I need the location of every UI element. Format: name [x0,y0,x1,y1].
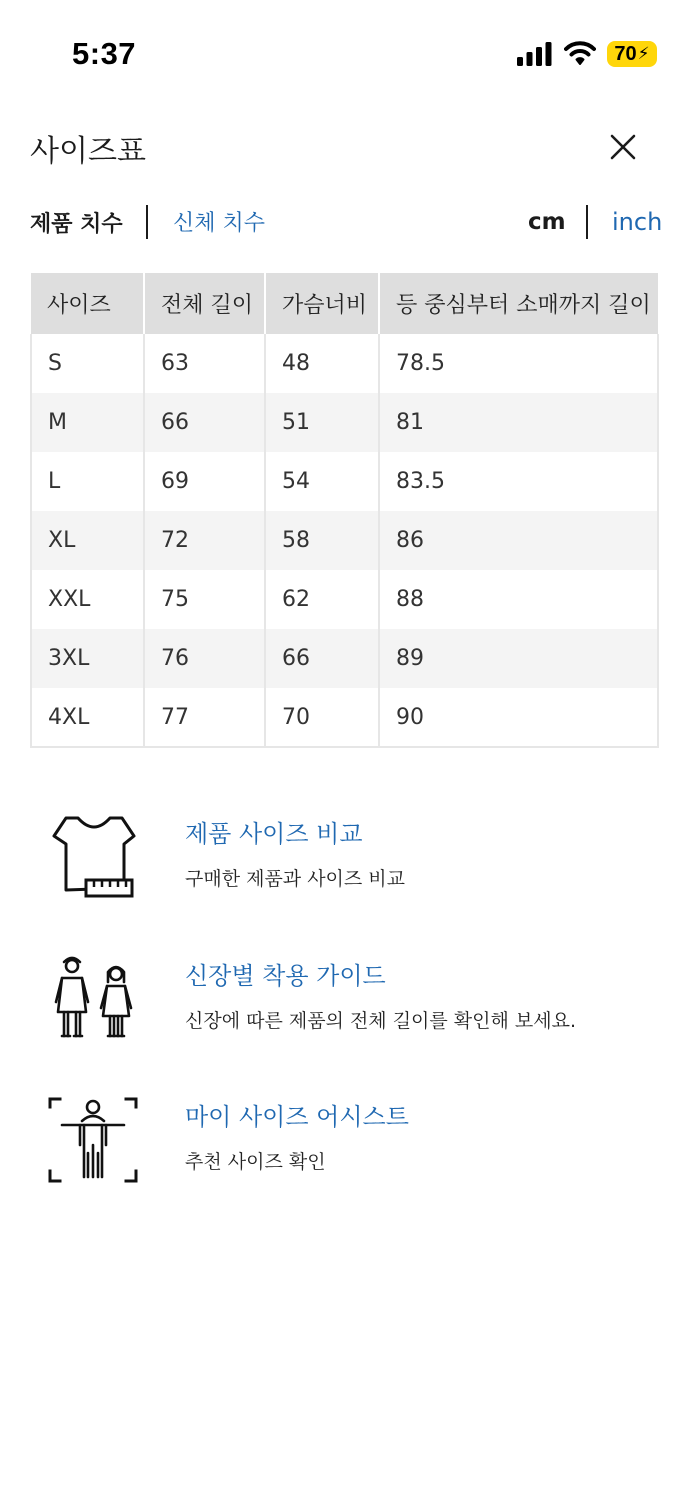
table-row [31,452,658,511]
status-time: 5:37 [72,36,137,71]
column-header: 가슴너비 [265,273,379,334]
close-button[interactable] [606,130,640,164]
table-cell: 66 [144,393,265,452]
link-description: 신장에 따른 제품의 전체 길이를 확인해 보세요. [185,1010,577,1032]
table-cell: XXL [31,570,144,629]
product-size-compare-link[interactable] [44,810,644,920]
table-cell: 70 [265,688,379,747]
link-description: 추천 사이즈 확인 [185,1151,326,1173]
column-header: 전체 길이 [144,273,265,334]
table-cell: 63 [144,334,265,393]
table-row [31,629,658,688]
height-guide-icon [44,952,144,1052]
measurement-tab-row [30,203,663,245]
unit-inch-toggle[interactable]: inch [612,208,663,236]
size-table [30,273,659,748]
table-cell: 69 [144,452,265,511]
table-row [31,334,658,393]
body-measure-icon [44,1093,144,1193]
wifi-icon [564,40,596,66]
table-cell: 83.5 [379,452,658,511]
table-cell: 62 [265,570,379,629]
my-size-assist-link[interactable] [44,1093,644,1203]
status-bar [0,0,693,100]
table-cell: 86 [379,511,658,570]
table-cell: 90 [379,688,658,747]
table-cell: 75 [144,570,265,629]
height-fit-guide-link[interactable] [44,952,644,1062]
battery-charging-icon [607,41,657,67]
tab-product-dimensions[interactable]: 제품 치수 [30,212,123,237]
table-cell: L [31,452,144,511]
table-cell: 4XL [31,688,144,747]
unit-cm-toggle[interactable]: cm [528,209,566,235]
charging-bolt-icon: ⚡ [637,44,650,63]
table-row [31,511,658,570]
table-cell: 88 [379,570,658,629]
table-cell: XL [31,511,144,570]
tshirt-ruler-icon [44,810,144,910]
column-header: 사이즈 [31,273,144,334]
link-description: 구매한 제품과 사이즈 비교 [185,868,406,890]
table-cell: 3XL [31,629,144,688]
table-cell: 58 [265,511,379,570]
battery-level: 70 [614,42,637,65]
table-cell: 76 [144,629,265,688]
table-cell: S [31,334,144,393]
table-cell: 77 [144,688,265,747]
column-header: 등 중심부터 소매까지 길이 [379,273,658,334]
table-row [31,688,658,747]
table-cell: 66 [265,629,379,688]
table-cell: 78.5 [379,334,658,393]
page-title: 사이즈표 [30,134,146,169]
table-header-row [31,273,658,334]
link-title: 제품 사이즈 비교 [185,820,363,848]
close-icon [612,136,634,158]
table-row [31,570,658,629]
link-title: 마이 사이즈 어시스트 [185,1103,409,1131]
table-cell: 51 [265,393,379,452]
unit-divider [586,205,588,239]
tab-divider [146,205,148,239]
table-row [31,393,658,452]
table-cell: 48 [265,334,379,393]
link-title: 신장별 착용 가이드 [185,962,386,990]
tab-body-dimensions[interactable]: 신체 치수 [173,211,266,236]
signal-icon [517,42,553,66]
table-cell: 81 [379,393,658,452]
table-cell: 72 [144,511,265,570]
table-cell: 89 [379,629,658,688]
table-cell: M [31,393,144,452]
table-cell: 54 [265,452,379,511]
